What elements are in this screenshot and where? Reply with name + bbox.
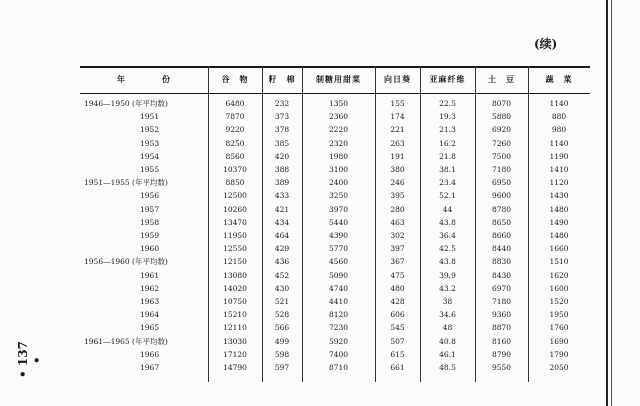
sunflower-cell: 545 [390,323,405,333]
year-cell: 1958 [140,217,160,227]
vegetables-cell: 1660 [549,244,569,254]
flax-cell: 40.8 [439,336,456,346]
grain-cell: 17120 [223,349,247,359]
flax-cell: 48 [442,323,453,333]
year-cell: 1957 [140,204,160,214]
header-flax: 亚麻纤维 [429,73,466,84]
cotton-cell: 232 [274,99,290,108]
potato-cell: 8780 [491,204,512,214]
potato-cell: 6970 [491,283,512,293]
grain-cell: 12550 [223,244,247,254]
sugar-beet-cell: 8710 [328,363,349,372]
table-row [80,164,590,176]
header-rule [80,93,590,94]
potato-cell: 9550 [491,363,512,372]
vegetables-cell: 1690 [549,336,569,346]
year-cell: 1963 [140,297,160,306]
potato-cell: 5880 [491,112,512,122]
header-vegetables: 蔬 菜 [545,73,573,84]
table-row [80,204,590,216]
sunflower-cell: 380 [390,165,405,174]
potato-cell: 7500 [491,151,512,161]
flax-cell: 16.2 [439,138,456,148]
sunflower-cell: 475 [390,270,405,280]
potato-cell: 8440 [491,244,512,254]
cotton-cell: 528 [274,310,290,320]
grain-cell: 14020 [223,283,247,293]
vegetables-cell: 1480 [549,204,569,214]
sunflower-cell: 280 [390,204,405,214]
table-row [80,138,590,150]
potato-cell: 9360 [491,310,512,320]
sugar-beet-cell: 3250 [328,191,349,201]
flax-cell: 43.8 [439,257,456,267]
year-cell: 1956 [140,191,160,201]
flax-cell: 36.4 [439,231,456,240]
grain-cell: 13030 [223,336,247,346]
cotton-cell: 421 [274,204,290,214]
vegetables-cell: 880 [551,112,567,122]
year-cell: 1959 [140,231,160,240]
sunflower-cell: 246 [390,178,405,188]
flax-cell: 34.6 [439,310,456,320]
table-row [80,362,590,374]
year-cell: 1953 [140,138,160,148]
grain-cell: 13470 [223,217,247,227]
header-grain: 谷 物 [221,73,249,84]
grain-cell: 8850 [225,178,245,188]
year-cell: 1951 [140,112,160,122]
sugar-beet-cell: 5920 [328,336,349,346]
cotton-cell: 430 [274,283,290,293]
year-cell: 1951—1955 (年平均数) [84,178,168,188]
potato-cell: 6950 [491,178,512,188]
potato-cell: 7180 [491,165,512,174]
sunflower-cell: 191 [390,151,405,161]
grain-cell: 14790 [223,363,247,372]
sugar-beet-cell: 7400 [328,349,349,359]
sugar-beet-cell: 3100 [328,165,349,174]
sunflower-cell: 480 [390,283,405,293]
sunflower-cell: 661 [390,363,405,372]
header-year: 年 份 [117,73,171,84]
sugar-beet-cell: 2320 [328,138,349,148]
grain-cell: 12500 [223,191,247,201]
sunflower-cell: 263 [390,138,405,148]
grain-cell: 10370 [223,165,247,174]
sugar-beet-cell: 5770 [328,244,349,254]
sunflower-cell: 615 [390,349,405,359]
sugar-beet-cell: 7230 [328,323,349,333]
potato-cell: 9600 [491,191,512,201]
table-row [80,349,590,361]
grain-cell: 11950 [223,231,247,240]
vegetables-cell: 1430 [549,191,569,201]
potato-cell: 8070 [491,99,512,108]
header-sunflower: 向日葵 [384,73,411,84]
cotton-cell: 464 [274,231,290,240]
sunflower-cell: 606 [390,310,405,320]
potato-cell: 8830 [491,257,512,267]
sugar-beet-cell: 3970 [328,204,349,214]
year-cell: 1961 [140,270,160,280]
sugar-beet-cell: 4410 [328,297,349,306]
table-row [80,309,590,321]
table-row [80,283,590,295]
year-cell: 1965 [140,323,160,333]
vegetables-cell: 1190 [549,151,569,161]
grain-cell: 10750 [223,297,247,306]
cotton-cell: 420 [274,151,290,161]
grain-cell: 8250 [225,138,245,148]
cotton-cell: 378 [274,125,290,135]
grain-cell: 12150 [223,257,247,267]
table-row [80,177,590,189]
vegetables-cell: 1760 [549,323,569,333]
flax-cell: 21.8 [439,151,456,161]
vegetables-cell: 1520 [549,297,569,306]
page-edge-line [611,0,612,406]
table-row [80,243,590,255]
sugar-beet-cell: 2360 [328,112,349,122]
vegetables-cell: 1140 [549,99,569,108]
flax-cell: 39.9 [439,270,456,280]
sunflower-cell: 428 [390,297,405,306]
vegetables-cell: 1790 [549,349,569,359]
flax-cell: 44 [442,204,453,214]
vegetables-cell: 1510 [549,257,569,267]
sunflower-cell: 155 [390,99,405,108]
sugar-beet-cell: 5090 [328,270,349,280]
statistics-table [80,66,590,386]
continued-label: (续) [534,37,558,51]
sugar-beet-cell: 5440 [328,217,349,227]
table-row [80,151,590,163]
potato-cell: 8790 [491,349,512,359]
flax-cell: 43.8 [439,217,456,227]
cotton-cell: 598 [274,349,290,359]
year-cell: 1956—1960 (年平均数) [84,257,168,267]
year-cell: 1964 [140,310,160,320]
cotton-cell: 429 [274,244,290,254]
sunflower-cell: 463 [390,217,405,227]
cotton-cell: 388 [274,165,290,174]
sunflower-cell: 507 [390,336,405,346]
year-cell: 1960 [140,244,160,254]
header-potato: 土 豆 [488,73,515,84]
table-row [80,98,590,110]
grain-cell: 8560 [225,151,245,161]
flax-cell: 52.1 [439,191,456,201]
table-row [80,217,590,229]
year-cell: 1966 [140,349,160,359]
sunflower-cell: 397 [390,244,405,254]
year-cell: 1955 [140,165,160,174]
cotton-cell: 385 [274,138,290,148]
cotton-cell: 499 [274,336,290,346]
vegetables-cell: 1140 [549,138,569,148]
potato-cell: 8870 [491,323,512,333]
table-row [80,296,590,308]
flax-cell: 38 [442,297,453,306]
flax-cell: 22.5 [439,99,456,108]
potato-cell: 6920 [491,125,512,135]
table-row [80,124,590,136]
flax-cell: 21.3 [439,125,456,135]
vegetables-cell: 1490 [549,217,569,227]
year-cell: 1961—1965 (年平均数) [84,336,168,346]
sunflower-cell: 395 [390,191,405,201]
year-cell: 1946—1950 (年平均数) [84,99,168,108]
sugar-beet-cell: 4560 [328,257,349,267]
grain-cell: 9220 [225,125,245,135]
cotton-cell: 521 [274,297,290,306]
vegetables-cell: 1120 [549,178,569,188]
year-cell: 1954 [140,151,160,161]
cotton-cell: 436 [274,257,290,267]
grain-cell: 12110 [223,323,247,333]
cotton-cell: 389 [274,178,290,188]
sunflower-cell: 302 [390,231,405,240]
cotton-cell: 452 [274,270,290,280]
flax-cell: 46.1 [439,349,456,359]
table-row [80,270,590,282]
cotton-cell: 566 [274,323,290,333]
table-row [80,111,590,123]
flax-cell: 48.5 [439,363,456,372]
potato-cell: 8160 [491,336,512,346]
grain-cell: 10260 [223,204,247,214]
potato-cell: 7260 [491,138,512,148]
table-row [80,190,590,202]
sunflower-cell: 174 [390,112,405,122]
year-cell: 1952 [140,125,160,135]
sugar-beet-cell: 2220 [328,125,349,135]
header-sugar-beet: 制糖用甜菜 [316,73,361,84]
potato-cell: 8650 [491,217,512,227]
sugar-beet-cell: 4390 [328,231,349,240]
page-number: • 137 • [16,341,44,379]
table-row [80,230,590,242]
grain-cell: 7870 [225,112,245,122]
sugar-beet-cell: 4740 [328,283,349,293]
table-row [80,322,590,334]
cotton-cell: 373 [274,112,290,122]
flax-cell: 23.4 [439,178,456,188]
vegetables-cell: 1410 [549,165,569,174]
potato-cell: 8430 [491,270,512,280]
vegetables-cell: 980 [551,125,567,135]
sugar-beet-cell: 1980 [328,151,349,161]
year-cell: 1962 [140,283,160,293]
year-cell: 1967 [140,363,160,372]
page-edge-line [606,0,608,406]
cotton-cell: 434 [274,217,290,227]
vegetables-cell: 1600 [549,283,569,293]
grain-cell: 15210 [223,310,247,320]
potato-cell: 7180 [491,297,512,306]
grain-cell: 13080 [223,270,247,280]
sugar-beet-cell: 1350 [328,99,349,108]
potato-cell: 8660 [491,231,512,240]
sunflower-cell: 221 [390,125,405,135]
table-row [80,336,590,348]
flax-cell: 43.2 [439,283,456,293]
vegetables-cell: 2050 [549,363,569,372]
vegetables-cell: 1480 [549,231,569,240]
flax-cell: 19.3 [439,112,456,122]
flax-cell: 42.5 [439,244,456,254]
cotton-cell: 597 [274,363,290,372]
table-row [80,256,590,268]
sunflower-cell: 367 [390,257,405,267]
vegetables-cell: 1950 [549,310,569,320]
header-cotton: 籽 棉 [268,73,296,84]
vegetables-cell: 1620 [549,270,569,280]
flax-cell: 38.1 [439,165,456,174]
sugar-beet-cell: 8120 [328,310,349,320]
cotton-cell: 433 [274,191,290,201]
sugar-beet-cell: 2400 [328,178,349,188]
grain-cell: 6480 [225,99,245,108]
